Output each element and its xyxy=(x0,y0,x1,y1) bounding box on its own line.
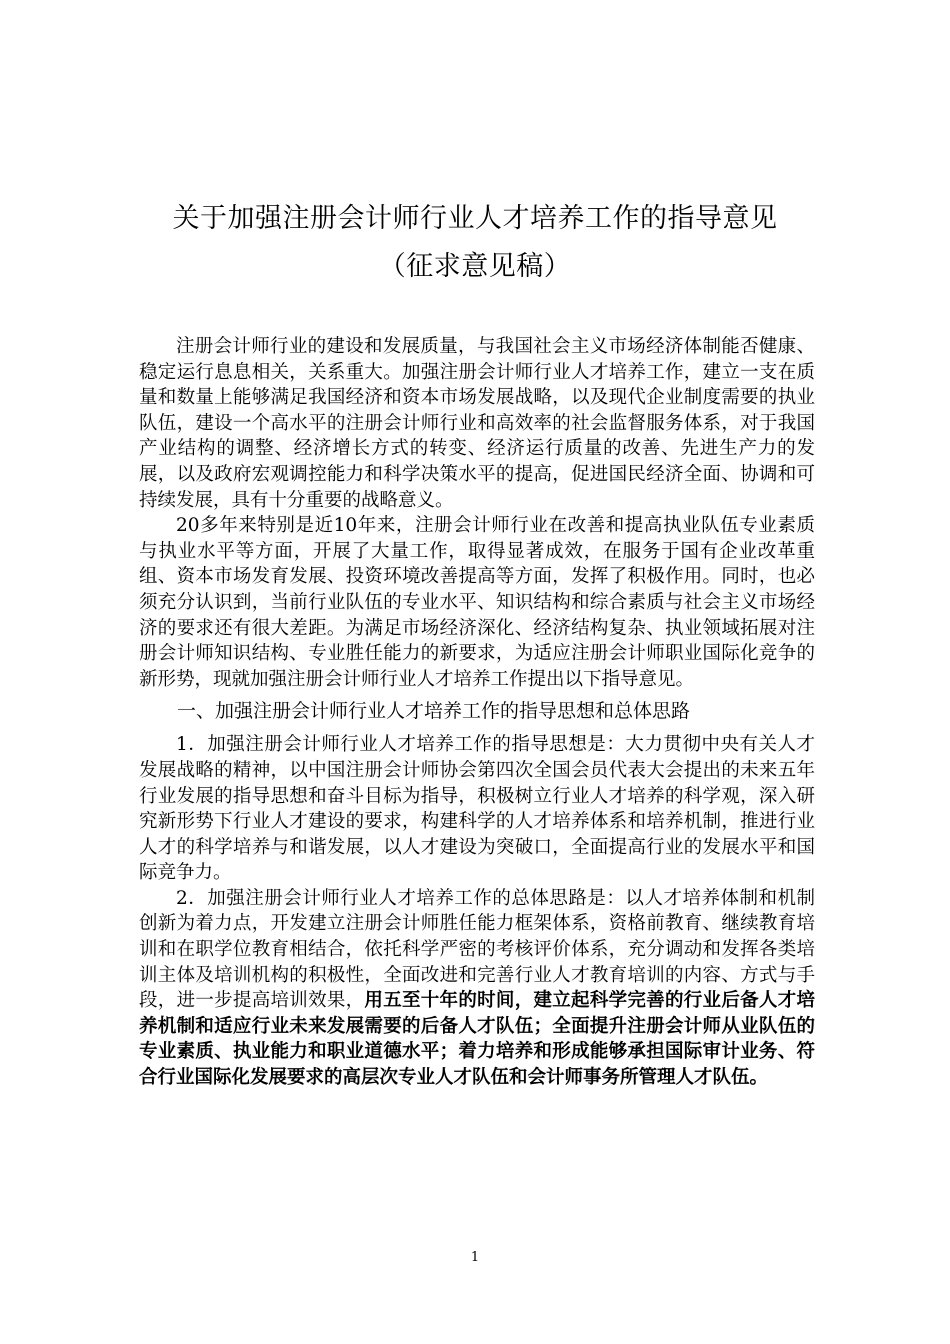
paragraph-guiding-thought: 1．加强注册会计师行业人才培养工作的指导思想是：大力贯彻中央有关人才发展战略的精神，以中国注册会计师协会第四次全国会员代表大会提出的未来五年行业发展的指导思想和奋斗目标为指导，积极树立行业人才培养的科学观，深入研究新形势下行业人才建设的要求，构建科学的人才培养体系和培养机制，推进行业人才的科学培养与和谐发展，以人才建设为突破口，全面提高行业的发展水平和国际竞争力。 xyxy=(139,734,815,884)
document-body xyxy=(139,334,815,1091)
paragraph-intro: 注册会计师行业的建设和发展质量，与我国社会主义市场经济体制能否健康、稳定运行息息相关，关系重大。加强注册会计师行业人才培养工作，建立一支在质量和数量上能够满足我国经济和资本市场发展战略，以及现代企业制度需要的执业队伍，建设一个高水平的注册会计师行业和高效率的社会监督服务体系，对于我国产业结构的调整、经济增长方式的转变、经济运行质量的改善、先进生产力的发展，以及政府宏观调控能力和科学决策水平的提高，促进国民经济全面、协调和可持续发展，具有十分重要的战略意义。 xyxy=(139,336,815,511)
paragraph-history: 20多年来特别是近10年来，注册会计师行业在改善和提高执业队伍专业素质与执业水平等方面，开展了大量工作，取得显著成效，在服务于国有企业改革重组、资本市场发育发展、投资环境改善提高等方面，发挥了积极作用。同时，也必须充分认识到，当前行业队伍的专业水平、知识结构和综合素质与社会主义市场经济的要求还有很大差距。为满足市场经济深化、经济结构复杂、执业领域拓展对注册会计师知识结构、专业胜任能力的新要求，为适应注册会计师职业国际化竞争的新形势，现就加强注册会计师行业人才培养工作提出以下指导意见。 xyxy=(139,515,815,690)
overall-approach-text: 2．加强注册会计师行业人才培养工作的总体思路是：以人才培养体制和机制创新为着力点，开发建立注册会计师胜任能力框架体系，资格前教育、继续教育培训和在职学位教育相结合，依托科学严密的考核评价体系，充分调动和发挥各类培训主体及培训机构的积极性，全面改进和完善行业人才教育培训的内容、方式与手段，进一步提高培训效果， xyxy=(139,887,815,1012)
section-heading-1: 一、加强注册会计师行业人才培养工作的指导思想和总体思路 xyxy=(177,700,691,723)
document-subtitle: （征求意见稿） xyxy=(378,251,572,282)
overall-approach-bold-text: 用五至十年的时间，建立起科学完善的行业后备人才培养机制和适应行业未来发展需要的后备人才队伍；全面提升注册会计师从业队伍的专业素质、执业能力和职业道德水平；着力培养和形成能够承担国际审计业务、符合行业国际化发展要求的高层次专业人才队伍和会计师事务所管理人才队伍。 xyxy=(139,990,815,1089)
document-title: 关于加强注册会计师行业人才培养工作的指导意见 xyxy=(172,203,778,234)
page-number: 1 xyxy=(470,1250,480,1265)
paragraph-overall-approach xyxy=(139,886,815,1091)
